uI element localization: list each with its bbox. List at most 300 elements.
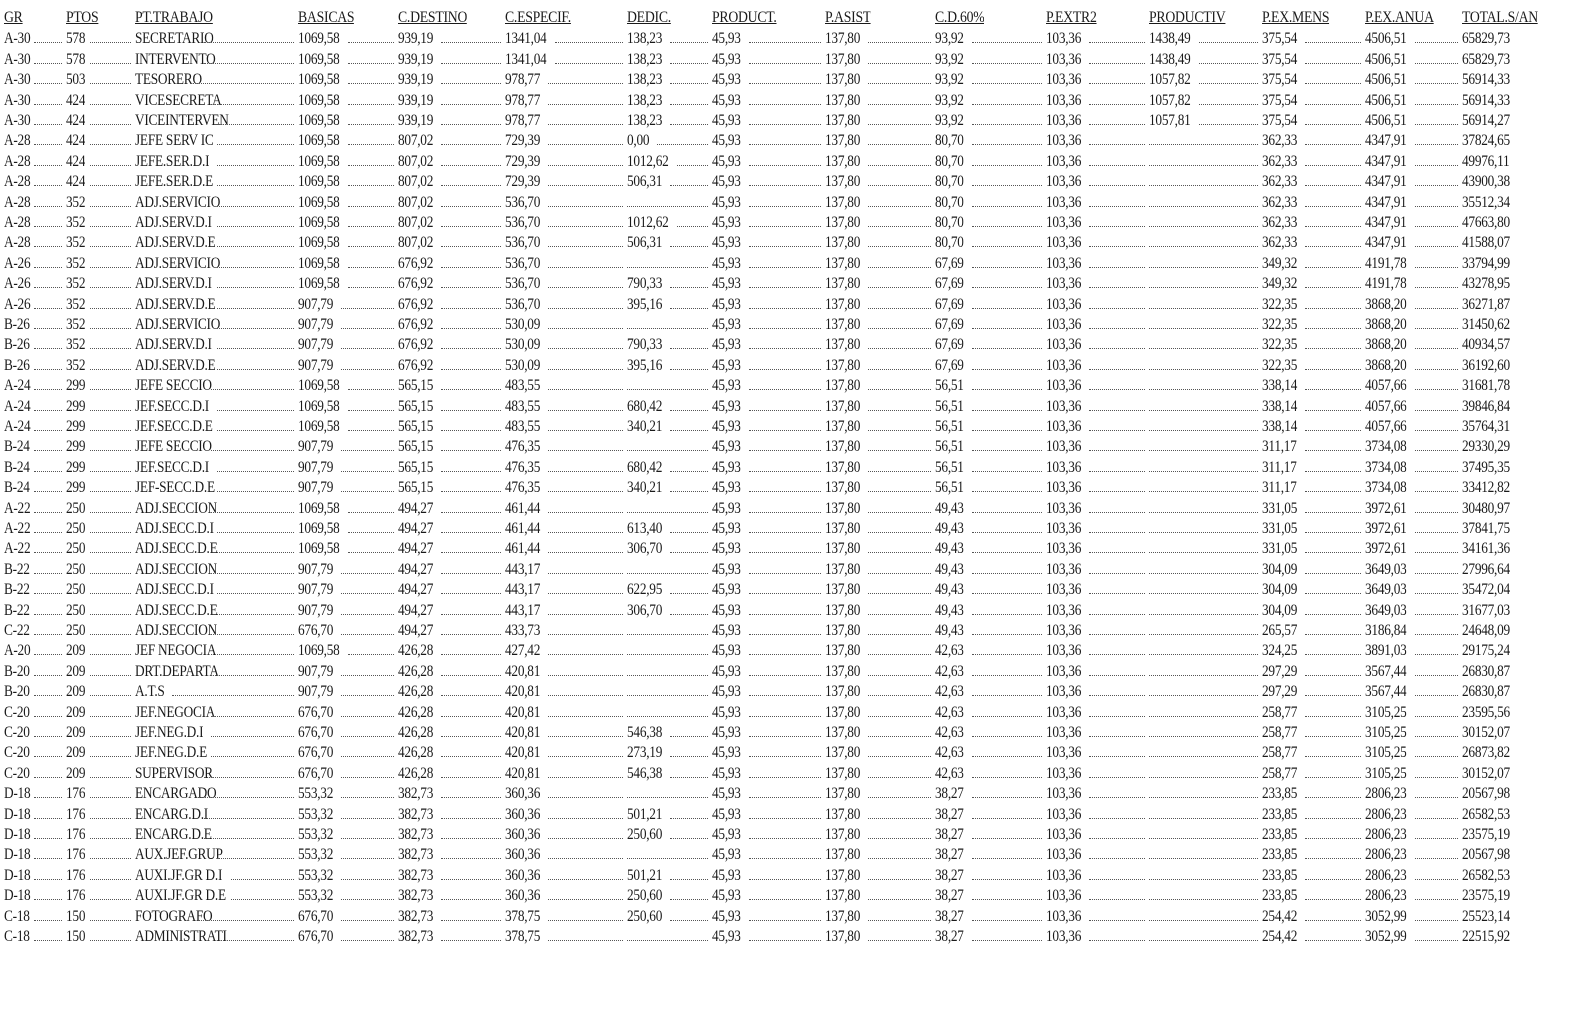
table-row [0, 539, 1583, 559]
cell-p-asist: 137,80 [825, 418, 861, 435]
leader-dots [341, 756, 394, 757]
cell-pt-trabajo: TESORERO [135, 71, 202, 89]
leader-dots [1415, 369, 1458, 370]
cell-p-asist: 137,80 [825, 438, 861, 456]
cell-gr: D-18 [4, 887, 31, 905]
leader-dots [670, 124, 708, 125]
cell-p-ex-mens: 233,85 [1262, 866, 1298, 884]
leader-dots [90, 838, 131, 839]
cell-ptos: 352 [66, 234, 86, 252]
cell-p-ex-anua: 3868,20 [1365, 295, 1407, 313]
cell-c-destino: 426,28 [398, 703, 434, 721]
leader-dots [1089, 430, 1145, 431]
cell-basicas: 676,70 [298, 764, 334, 782]
leader-dots [441, 838, 501, 839]
cell-ptos: 176 [66, 805, 86, 823]
cell-gr: A-26 [4, 295, 31, 313]
cell-ptos: 352 [66, 254, 86, 272]
leader-dots [670, 185, 708, 186]
cell-basicas: 907,79 [298, 560, 334, 578]
cell-c-destino: 382,73 [398, 805, 434, 823]
leader-dots [749, 389, 821, 390]
leader-dots [441, 226, 501, 227]
leader-dots [749, 573, 821, 574]
cell-product: 45,93 [712, 71, 741, 89]
cell-basicas: 1069,58 [298, 112, 340, 129]
cell-product: 45,93 [712, 540, 741, 558]
cell-p-asist: 137,80 [825, 744, 861, 762]
cell-c-destino: 382,73 [398, 907, 434, 925]
cell-p-asist: 137,80 [825, 805, 861, 823]
cell-total-s-an: 37824,65 [1462, 132, 1510, 150]
cell-pt-trabajo: SUPERVISOR [135, 764, 213, 782]
leader-dots [341, 491, 394, 492]
cell-p-asist: 137,80 [825, 601, 861, 619]
leader-dots [1089, 308, 1145, 309]
cell-ptos: 250 [66, 581, 86, 599]
leader-dots [868, 328, 931, 329]
cell-c-destino: 676,92 [398, 316, 434, 333]
cell-p-ex-mens: 311,17 [1262, 458, 1297, 476]
cell-c-d-60: 93,92 [935, 50, 964, 68]
cell-p-ex-anua: 4506,51 [1365, 91, 1407, 109]
leader-dots [627, 267, 708, 268]
leader-dots [972, 491, 1042, 492]
leader-dots [627, 389, 708, 390]
table-row [0, 131, 1583, 151]
leader-dots [1415, 899, 1458, 900]
leader-dots [627, 858, 708, 859]
leader-dots [1089, 716, 1145, 717]
cell-p-ex-mens: 304,09 [1262, 601, 1298, 619]
cell-product: 45,93 [712, 91, 741, 109]
leader-dots [548, 777, 623, 778]
cell-p-asist: 137,80 [825, 295, 861, 313]
cell-c-destino: 807,02 [398, 234, 434, 252]
cell-p-asist: 137,80 [825, 540, 861, 558]
leader-dots [548, 246, 623, 247]
cell-p-extr2: 103,36 [1046, 316, 1082, 333]
header-ptos: PTOS [66, 9, 99, 26]
leader-dots [868, 471, 931, 472]
cell-product: 45,93 [712, 438, 741, 456]
leader-dots [868, 736, 931, 737]
cell-p-ex-mens: 322,35 [1262, 336, 1298, 354]
leader-dots [548, 899, 623, 900]
cell-product: 45,93 [712, 581, 741, 599]
cell-c-d-60: 42,63 [935, 642, 964, 660]
cell-c-especif: 536,70 [505, 193, 541, 211]
leader-dots [627, 654, 708, 655]
leader-dots [972, 410, 1042, 411]
leader-dots [749, 267, 821, 268]
cell-pt-trabajo: ADJ.SECCION [135, 560, 217, 578]
leader-dots [670, 246, 708, 247]
cell-p-ex-anua: 4347,91 [1365, 193, 1407, 211]
cell-c-destino: 565,15 [398, 479, 434, 497]
leader-dots [441, 858, 501, 859]
header-p-asist: P.ASIST [825, 9, 871, 26]
leader-dots [90, 797, 131, 798]
leader-dots [1089, 165, 1145, 166]
leader-dots [749, 124, 821, 125]
leader-dots [1089, 206, 1145, 207]
leader-dots [972, 206, 1042, 207]
cell-c-especif: 420,81 [505, 683, 541, 701]
leader-dots [341, 716, 394, 717]
cell-c-d-60: 93,92 [935, 112, 964, 129]
header-productiv: PRODUCTIV [1149, 9, 1226, 26]
cell-p-ex-anua: 4506,51 [1365, 50, 1407, 68]
leader-dots [670, 899, 708, 900]
cell-product: 45,93 [712, 785, 741, 803]
leader-dots [34, 369, 62, 370]
cell-p-ex-mens: 362,33 [1262, 214, 1298, 231]
leader-dots [191, 83, 294, 84]
leader-dots [441, 491, 501, 492]
cell-c-especif: 443,17 [505, 560, 541, 578]
leader-dots [341, 369, 394, 370]
cell-pt-trabajo: ADJ.SECCION [135, 622, 217, 639]
cell-c-d-60: 67,69 [935, 356, 964, 374]
cell-p-extr2: 103,36 [1046, 234, 1082, 252]
leader-dots [1089, 654, 1145, 655]
leader-dots [972, 328, 1042, 329]
cell-total-s-an: 49976,11 [1462, 152, 1510, 170]
leader-dots [90, 348, 131, 349]
table-row [0, 845, 1583, 865]
leader-dots [441, 532, 501, 533]
cell-dedic: 622,95 [627, 581, 663, 599]
leader-dots [341, 838, 394, 839]
leader-dots [670, 430, 708, 431]
cell-pt-trabajo: FOTOGRAFO [135, 907, 213, 925]
leader-dots [972, 654, 1042, 655]
cell-p-extr2: 103,36 [1046, 907, 1082, 925]
cell-ptos: 352 [66, 316, 86, 333]
cell-c-d-60: 38,27 [935, 866, 964, 884]
cell-p-ex-anua: 2806,23 [1365, 826, 1407, 843]
cell-c-d-60: 49,43 [935, 622, 964, 639]
leader-dots [34, 430, 62, 431]
cell-ptos: 299 [66, 479, 86, 497]
cell-pt-trabajo: JEF.NEG.D.I [135, 724, 204, 741]
table-row [0, 213, 1583, 233]
cell-pt-trabajo: ADJ.SERV.D.I [135, 336, 212, 354]
cell-c-d-60: 42,63 [935, 724, 964, 741]
leader-dots [1305, 369, 1361, 370]
cell-gr: D-18 [4, 846, 31, 864]
cell-total-s-an: 37841,75 [1462, 520, 1510, 537]
leader-dots [34, 797, 62, 798]
leader-dots [348, 63, 394, 64]
cell-c-especif: 420,81 [505, 764, 541, 782]
cell-p-ex-mens: 331,05 [1262, 520, 1298, 537]
leader-dots [348, 226, 394, 227]
leader-dots [348, 246, 394, 247]
cell-pt-trabajo: JEFE SECCIO [135, 377, 212, 395]
table-row [0, 397, 1583, 417]
cell-product: 45,93 [712, 642, 741, 660]
leader-dots [231, 899, 294, 900]
cell-pt-trabajo: JEF.NEG.D.E [135, 744, 208, 762]
leader-dots [441, 308, 501, 309]
cell-dedic: 340,21 [627, 479, 663, 497]
cell-c-destino: 426,28 [398, 642, 434, 660]
table-row [0, 580, 1583, 600]
leader-dots [670, 532, 708, 533]
leader-dots [868, 389, 931, 390]
table-row [0, 152, 1583, 172]
cell-p-ex-mens: 233,85 [1262, 785, 1298, 803]
leader-dots [1305, 63, 1361, 64]
cell-dedic: 680,42 [627, 397, 663, 415]
cell-dedic: 790,33 [627, 336, 663, 354]
cell-total-s-an: 23595,56 [1462, 703, 1510, 721]
cell-p-extr2: 103,36 [1046, 540, 1082, 558]
leader-dots [211, 675, 294, 676]
cell-productiv: 1057,82 [1149, 91, 1191, 109]
leader-dots [627, 797, 708, 798]
leader-dots [548, 308, 623, 309]
cell-c-especif: 461,44 [505, 540, 541, 558]
cell-p-ex-anua: 3052,99 [1365, 928, 1407, 945]
leader-dots [348, 165, 394, 166]
leader-dots [90, 736, 131, 737]
leader-dots [868, 879, 931, 880]
cell-product: 45,93 [712, 846, 741, 864]
leader-dots [1089, 104, 1145, 105]
cell-c-especif: 1341,04 [505, 50, 547, 68]
cell-p-ex-anua: 3891,03 [1365, 642, 1407, 660]
leader-dots [217, 614, 294, 615]
leader-dots [441, 899, 501, 900]
cell-c-destino: 676,92 [398, 356, 434, 374]
cell-total-s-an: 26830,87 [1462, 662, 1510, 680]
cell-pt-trabajo: SECRETARIO [135, 30, 214, 48]
leader-dots [1089, 389, 1145, 390]
leader-dots [34, 512, 62, 513]
leader-dots [441, 430, 501, 431]
cell-p-ex-anua: 3868,20 [1365, 316, 1407, 333]
leader-dots [34, 63, 62, 64]
cell-gr: A-22 [4, 499, 31, 517]
leader-dots [749, 430, 821, 431]
cell-c-destino: 426,28 [398, 683, 434, 701]
leader-dots [348, 83, 394, 84]
cell-p-ex-anua: 3734,08 [1365, 458, 1407, 476]
cell-basicas: 553,32 [298, 805, 334, 823]
cell-p-ex-mens: 233,85 [1262, 826, 1298, 843]
leader-dots [1089, 736, 1145, 737]
leader-dots [34, 246, 62, 247]
cell-dedic: 138,23 [627, 50, 663, 68]
cell-total-s-an: 39846,84 [1462, 397, 1510, 415]
cell-product: 45,93 [712, 724, 741, 741]
leader-dots [34, 573, 62, 574]
cell-c-especif: 530,09 [505, 356, 541, 374]
cell-p-asist: 137,80 [825, 458, 861, 476]
leader-dots [1149, 777, 1258, 778]
cell-ptos: 299 [66, 377, 86, 395]
leader-dots [90, 287, 131, 288]
cell-p-asist: 137,80 [825, 316, 861, 333]
leader-dots [348, 104, 394, 105]
cell-p-extr2: 103,36 [1046, 642, 1082, 660]
leader-dots [217, 593, 294, 594]
cell-p-extr2: 103,36 [1046, 581, 1082, 599]
table-row [0, 29, 1583, 49]
leader-dots [441, 471, 501, 472]
leader-dots [627, 450, 708, 451]
cell-p-asist: 137,80 [825, 275, 861, 293]
cell-basicas: 907,79 [298, 295, 334, 313]
leader-dots [868, 430, 931, 431]
leader-dots [972, 573, 1042, 574]
leader-dots [670, 42, 708, 43]
leader-dots [1415, 124, 1458, 125]
leader-dots [1305, 410, 1361, 411]
leader-dots [548, 348, 623, 349]
leader-dots [1089, 42, 1145, 43]
cell-p-extr2: 103,36 [1046, 601, 1082, 619]
cell-ptos: 424 [66, 91, 86, 109]
leader-dots [90, 593, 131, 594]
cell-dedic: 546,38 [627, 764, 663, 782]
cell-dedic: 340,21 [627, 418, 663, 435]
cell-pt-trabajo: JEFE.SER.D.I [135, 152, 210, 170]
leader-dots [749, 756, 821, 757]
leader-dots [441, 552, 501, 553]
leader-dots [211, 389, 294, 390]
cell-basicas: 553,32 [298, 785, 334, 803]
leader-dots [1089, 226, 1145, 227]
cell-total-s-an: 36271,87 [1462, 295, 1510, 313]
leader-dots [868, 450, 931, 451]
leader-dots [34, 695, 62, 696]
leader-dots [90, 777, 131, 778]
leader-dots [868, 369, 931, 370]
leader-dots [1305, 634, 1361, 635]
cell-p-asist: 137,80 [825, 112, 861, 129]
cell-gr: C-20 [4, 744, 30, 762]
leader-dots [1305, 899, 1361, 900]
leader-dots [1415, 879, 1458, 880]
leader-dots [657, 144, 708, 145]
leader-dots [90, 654, 131, 655]
leader-dots [34, 920, 62, 921]
leader-dots [341, 920, 394, 921]
leader-dots [1415, 348, 1458, 349]
header-dedic: DEDIC. [627, 9, 671, 26]
cell-productiv: 1057,82 [1149, 71, 1191, 89]
cell-gr: A-28 [4, 214, 31, 231]
cell-p-extr2: 103,36 [1046, 132, 1082, 150]
leader-dots [868, 42, 931, 43]
leader-dots [627, 328, 708, 329]
table-row [0, 70, 1583, 90]
cell-p-extr2: 103,36 [1046, 112, 1082, 129]
leader-dots [34, 471, 62, 472]
leader-dots [868, 695, 931, 696]
leader-dots [1149, 695, 1258, 696]
leader-dots [441, 389, 501, 390]
cell-total-s-an: 22515,92 [1462, 928, 1510, 945]
leader-dots [1089, 267, 1145, 268]
leader-dots [341, 797, 394, 798]
cell-pt-trabajo: INTERVENTO [135, 50, 216, 68]
leader-dots [1415, 83, 1458, 84]
cell-gr: A-20 [4, 642, 31, 660]
table-row [0, 437, 1583, 457]
cell-c-d-60: 56,51 [935, 418, 964, 435]
table-row [0, 764, 1583, 784]
leader-dots [1415, 552, 1458, 553]
leader-dots [34, 185, 62, 186]
leader-dots [972, 899, 1042, 900]
cell-pt-trabajo: JEF.SECC.D.E [135, 418, 213, 435]
leader-dots [1415, 450, 1458, 451]
cell-product: 45,93 [712, 173, 741, 191]
leader-dots [670, 410, 708, 411]
cell-c-especif: 530,09 [505, 316, 541, 333]
cell-p-asist: 137,80 [825, 581, 861, 599]
cell-gr: A-24 [4, 377, 31, 395]
cell-product: 45,93 [712, 479, 741, 497]
leader-dots [1415, 104, 1458, 105]
leader-dots [670, 736, 708, 737]
leader-dots [548, 450, 623, 451]
cell-p-extr2: 103,36 [1046, 662, 1082, 680]
leader-dots [548, 573, 623, 574]
cell-p-extr2: 103,36 [1046, 785, 1082, 803]
leader-dots [1089, 512, 1145, 513]
leader-dots [1415, 42, 1458, 43]
cell-p-extr2: 103,36 [1046, 560, 1082, 578]
leader-dots [1149, 675, 1258, 676]
cell-p-asist: 137,80 [825, 785, 861, 803]
cell-dedic: 1012,62 [627, 152, 669, 170]
cell-pt-trabajo: JEF.NEGOCIA [135, 703, 216, 721]
cell-p-ex-mens: 233,85 [1262, 846, 1298, 864]
leader-dots [548, 593, 623, 594]
leader-dots [217, 246, 294, 247]
cell-p-extr2: 103,36 [1046, 275, 1082, 293]
cell-basicas: 907,79 [298, 683, 334, 701]
cell-c-destino: 494,27 [398, 540, 434, 558]
leader-dots [441, 756, 501, 757]
table-row [0, 621, 1583, 641]
leader-dots [34, 614, 62, 615]
cell-product: 45,93 [712, 193, 741, 211]
cell-p-extr2: 103,36 [1046, 928, 1082, 945]
cell-product: 45,93 [712, 214, 741, 231]
cell-p-asist: 137,80 [825, 560, 861, 578]
cell-c-d-60: 80,70 [935, 193, 964, 211]
leader-dots [441, 83, 501, 84]
leader-dots [1199, 63, 1258, 64]
cell-ptos: 250 [66, 540, 86, 558]
leader-dots [1199, 104, 1258, 105]
leader-dots [204, 63, 294, 64]
leader-dots [1089, 83, 1145, 84]
leader-dots [868, 165, 931, 166]
cell-total-s-an: 25523,14 [1462, 907, 1510, 925]
leader-dots [441, 63, 501, 64]
leader-dots [868, 777, 931, 778]
cell-p-ex-anua: 3105,25 [1365, 703, 1407, 721]
cell-ptos: 209 [66, 724, 86, 741]
